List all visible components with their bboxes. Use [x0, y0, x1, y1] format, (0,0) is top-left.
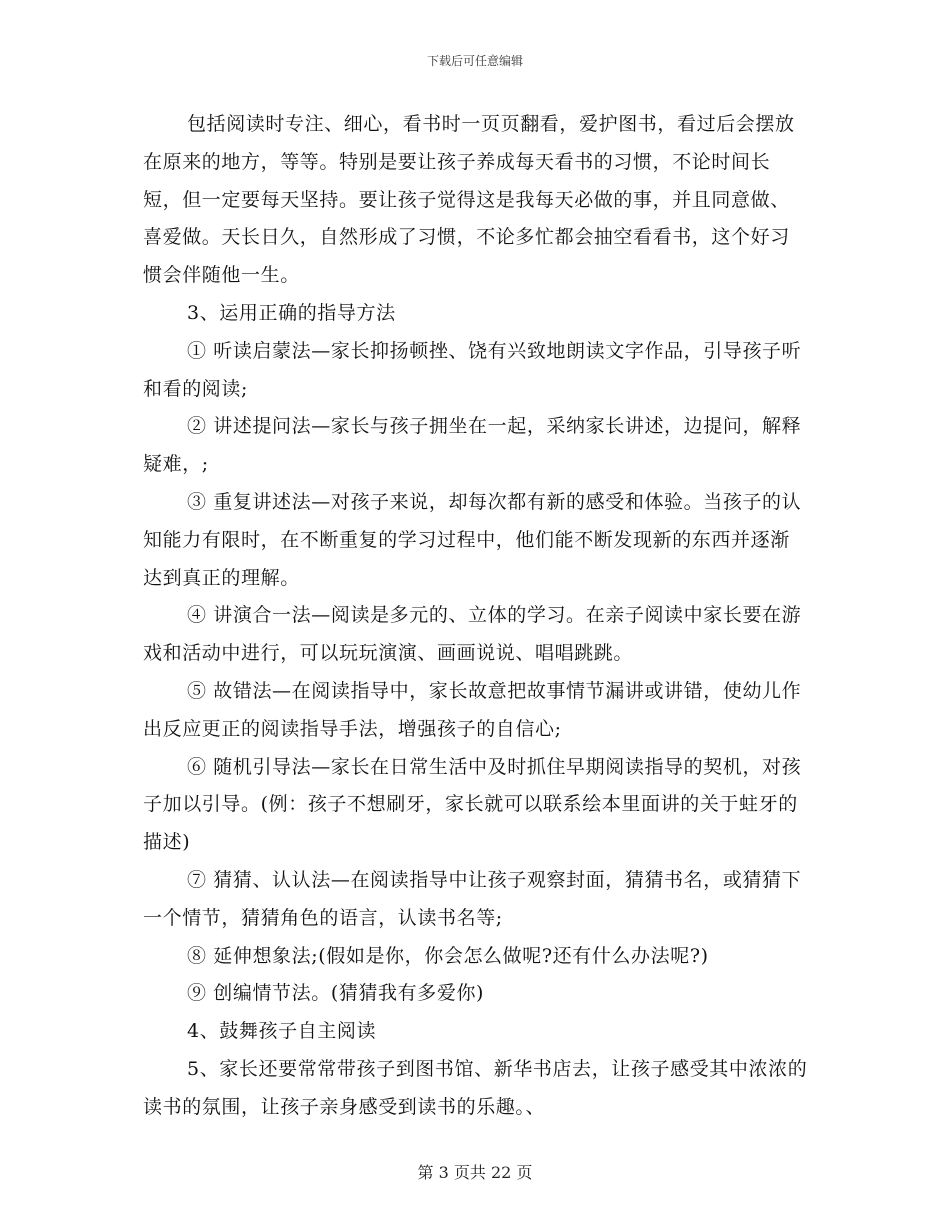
paragraph-reading-habits: 包括阅读时专注、细心，看书时一页页翻看，爱护图书，看过后会摆放在原来的地方，等等。特别是要让孩子养成每天看书的习惯，不论时间长短，但一定要每天坚持。要让孩子觉得这是我每天必做的事，并且同意做、喜爱做。天长日久，自然形成了习惯，不论多忙都会抽空看看书，这个好习惯会伴随他一生。	[143, 113, 795, 287]
page-header: 下载后可任意编辑	[426, 54, 523, 68]
method-6: ⑥ 随机引导法—家长在日常生活中及时抓住早期阅读指导的契机，对孩子加以引导。(例：孩子不想刷牙，家长就可以联系绘本里面讲的关于蛀牙的描述)	[143, 755, 802, 854]
method-2: ② 讲述提问法—家长与孩子拥坐在一起，采纳家长讲述，边提问，解释疑难，;	[143, 415, 802, 476]
method-7: ⑦ 猜猜、认认法—在阅读指导中让孩子观察封面，猜猜书名，或猜猜下一个情节，猜猜角色的语言，认读书名等;	[143, 868, 802, 929]
section-heading-4: 4、鼓舞孩子自主阅读	[187, 1020, 377, 1043]
method-4: ④ 讲演合一法—阅读是多元的、立体的学习。在亲子阅读中家长要在游戏和活动中进行，可以玩玩演演、画画说说、唱唱跳跳。	[143, 604, 802, 665]
page-footer: 第 3 页共 22 页	[417, 1163, 533, 1182]
method-5: ⑤ 故错法—在阅读指导中，家长故意把故事情节漏讲或讲错，使幼儿作出反应更正的阅读指导手法，增强孩子的自信心;	[143, 679, 802, 740]
section-heading-3: 3、运用正确的指导方法	[187, 301, 396, 324]
method-8: ⑧ 延伸想象法;(假如是你，你会怎么做呢?还有什么办法呢?)	[187, 944, 709, 967]
section-5-paragraph: 5、家长还要常常带孩子到图书馆、新华书店去，让孩子感受其中浓浓的读书的氛围，让孩子亲身感受到读书的乐趣。、	[143, 1057, 808, 1118]
method-9: ⑨ 创编情节法。(猜猜我有多爱你)	[187, 982, 485, 1005]
document-body	[143, 106, 808, 1127]
method-1: ① 听读启蒙法—家长抑扬顿挫、饶有兴致地朗读文字作品，引导孩子听和看的阅读;	[143, 339, 802, 400]
method-3: ③ 重复讲述法—对孩子来说，却每次都有新的感受和体验。当孩子的认知能力有限时，在不断重复的学习过程中，他们能不断发现新的东西并逐渐达到真正的理解。	[143, 490, 802, 589]
